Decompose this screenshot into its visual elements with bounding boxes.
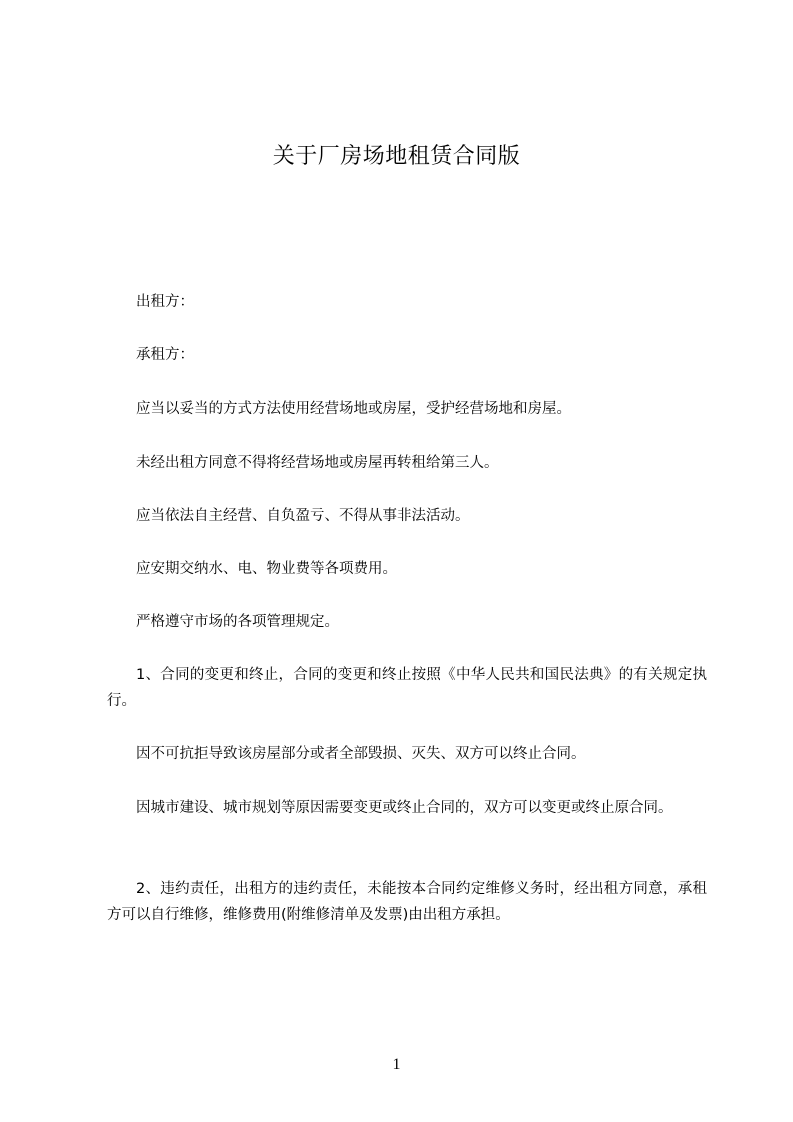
document-title: 关于厂房场地租赁合同版 xyxy=(272,144,521,169)
clause-force-majeure: 因不可抗拒导致该房屋部分或者全部毁损、灭失、双方可以终止合同。 xyxy=(136,746,586,762)
lessor-line: 出租方： xyxy=(136,294,194,310)
clause-proper-use: 应当以妥当的方式方法使用经营场地或房屋，受护经营场地和房屋。 xyxy=(136,401,571,417)
clause-change-termination: 1、合同的变更和终止，合同的变更和终止按照《中华人民共和国民法典》的有关规定执行。 xyxy=(107,667,707,709)
clause-urban-planning: 因城市建设、城市规划等原因需要变更或终止合同的，双方可以变更或终止原合同。 xyxy=(136,800,673,816)
lessee-line: 承租方： xyxy=(136,347,194,363)
clause-no-sublease: 未经出租方同意不得将经营场地或房屋再转租给第三人。 xyxy=(136,455,499,471)
clause-breach-liability: 2、违约责任，出租方的违约责任，未能按本合同约定维修义务时，经出租方同意，承租方可以自行维修，维修费用(附维修清单及发票)由出租方承担。 xyxy=(107,881,707,923)
clause-pay-fees: 应安期交纳水、电、物业费等各项费用。 xyxy=(136,561,397,577)
clause-legal-operation: 应当依法自主经营、自负盈亏、不得从事非法活动。 xyxy=(136,508,470,524)
clause-market-rules: 严格遵守市场的各项管理规定。 xyxy=(136,614,339,630)
page-number: 1 xyxy=(392,1056,401,1073)
